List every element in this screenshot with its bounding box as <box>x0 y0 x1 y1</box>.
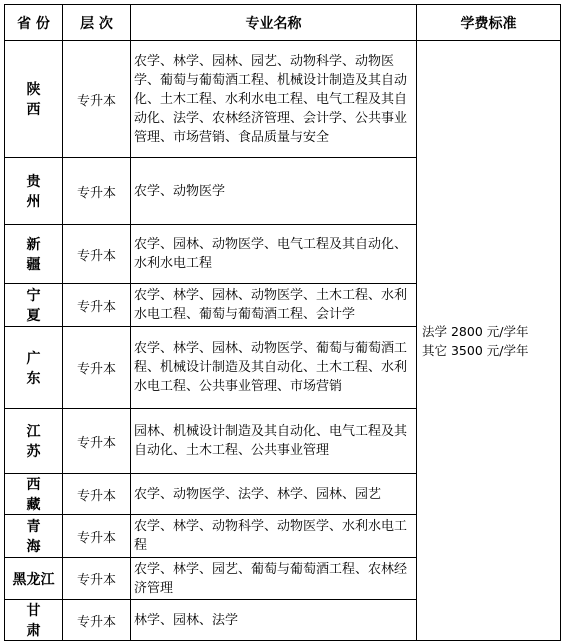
majors-cell: 农学、林学、园艺、葡萄与葡萄酒工程、农林经济管理 <box>131 558 417 600</box>
majors-cell: 农学、林学、园林、园艺、动物科学、动物医学、葡萄与葡萄酒工程、机械设计制造及其自动化、土木工程、水利水电工程、电气工程及其自动化、法学、农林经济管理、会计学、公共事业管理、市场营销、食品质量与安全 <box>131 41 417 158</box>
level-cell: 专升本 <box>63 284 131 327</box>
level-cell: 专升本 <box>63 558 131 600</box>
level-cell: 专升本 <box>63 225 131 284</box>
province-cell: 新疆 <box>5 225 63 284</box>
level-cell: 专升本 <box>63 41 131 158</box>
tuition-table <box>4 4 561 641</box>
majors-cell: 农学、林学、园林、动物医学、土木工程、水利水电工程、葡萄与葡萄酒工程、会计学 <box>131 284 417 327</box>
province-cell: 黑龙江 <box>5 558 63 600</box>
majors-cell: 农学、园林、动物医学、电气工程及其自动化、水利水电工程 <box>131 225 417 284</box>
majors-cell: 农学、林学、动物科学、动物医学、水利水电工程 <box>131 515 417 558</box>
majors-cell: 农学、动物医学、法学、林学、园林、园艺 <box>131 474 417 515</box>
header-fee: 学费标准 <box>417 5 561 41</box>
majors-cell: 农学、动物医学 <box>131 158 417 225</box>
header-province: 省 份 <box>5 5 63 41</box>
majors-cell: 林学、园林、法学 <box>131 600 417 641</box>
level-cell: 专升本 <box>63 327 131 409</box>
level-cell: 专升本 <box>63 409 131 474</box>
level-cell: 专升本 <box>63 158 131 225</box>
province-cell: 宁夏 <box>5 284 63 327</box>
province-cell: 甘肃 <box>5 600 63 641</box>
province-cell: 青海 <box>5 515 63 558</box>
majors-cell: 园林、机械设计制造及其自动化、电气工程及其自动化、土木工程、公共事业管理 <box>131 409 417 474</box>
header-level: 层 次 <box>63 5 131 41</box>
majors-cell: 农学、林学、园林、动物医学、葡萄与葡萄酒工程、机械设计制造及其自动化、土木工程、水利水电工程、公共事业管理、市场营销 <box>131 327 417 409</box>
province-cell: 贵州 <box>5 158 63 225</box>
header-row <box>5 5 561 41</box>
header-major: 专业名称 <box>131 5 417 41</box>
table-row <box>5 41 561 158</box>
province-cell: 广东 <box>5 327 63 409</box>
level-cell: 专升本 <box>63 600 131 641</box>
province-cell: 西藏 <box>5 474 63 515</box>
fee-line-other: 其它 3500 元/学年 <box>422 342 529 358</box>
level-cell: 专升本 <box>63 474 131 515</box>
province-cell: 陕西 <box>5 41 63 158</box>
fee-line-law: 法学 2800 元/学年 <box>422 323 529 339</box>
province-cell: 江苏 <box>5 409 63 474</box>
level-cell: 专升本 <box>63 515 131 558</box>
fee-cell <box>417 41 561 641</box>
